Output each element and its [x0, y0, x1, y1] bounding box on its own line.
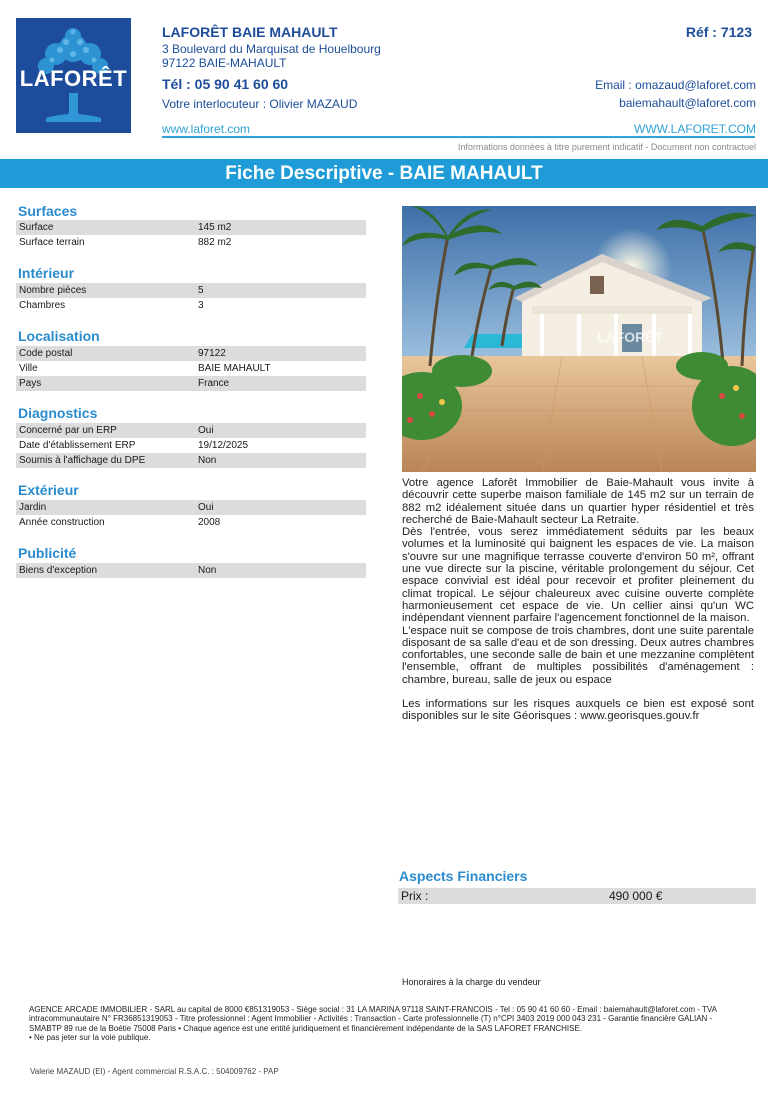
section-title-surfaces: Surfaces: [18, 203, 78, 219]
legal-footer: [29, 1005, 741, 1043]
table-row: [16, 515, 366, 530]
agency-address-line1: 3 Boulevard du Marquisat de Houelbourg: [162, 42, 381, 56]
table-row: [16, 423, 366, 438]
row-value: 3: [198, 300, 204, 311]
description-paragraph: Votre agence Laforêt Immobilier de Baie-Mahault vous invite à découvrir cette superbe maison familiale de 145 m2 sur un terrain de 882 m2 idéalement située dans un quartier hyper résidentiel et très recherché de Baie-Mahault secteur La Retraite.: [402, 477, 754, 526]
page-title-banner: Fiche Descriptive - BAIE MAHAULT: [0, 159, 768, 188]
row-value: Non: [198, 565, 217, 576]
table-row: [16, 298, 366, 313]
row-label: Ville: [19, 363, 38, 374]
price-label: Prix :: [401, 889, 429, 903]
house-photo-illustration: [402, 206, 756, 472]
table-row: [16, 346, 366, 361]
row-value: 5: [198, 285, 204, 296]
table-row: [16, 500, 366, 515]
row-label: Concerné par un ERP: [19, 425, 117, 436]
row-label: Surface terrain: [19, 237, 85, 248]
description-paragraph: Dès l'entrée, vous serez immédiatement séduits par les beaux volumes et la luminosité qui baignent les espaces de vie. La maison s'ouvre sur une magnifique terrasse couverte d'environ 50 m², offrant une vue directe sur la piscine, véritable prolongement du séjour. Cet espace convivial est idéal pour recevoir et profiter pleinement du climat tropical. Le séjour chaleureux avec cuisine ouverte complète harmonieusement cet espace de vie. Un cellier ainsi qu'un WC indépendant viennent parfaire l'agencement fonctionnel de la maison.: [402, 526, 754, 625]
section-title-interieur: Intérieur: [18, 265, 75, 281]
row-label: Soumis à l'affichage du DPE: [19, 455, 146, 466]
section-title-localisation: Localisation: [18, 328, 100, 344]
table-row: [16, 438, 366, 453]
row-label: Biens d'exception: [19, 565, 98, 576]
row-value: 97122: [198, 348, 226, 359]
agent-line: Valerie MAZAUD (EI) - Agent commercial R.S.A.C. : 504009762 - PAP: [30, 1067, 279, 1076]
legal-note: • Ne pas jeter sur la voie publique.: [29, 1033, 151, 1043]
property-photo: [402, 206, 756, 472]
row-label: Code postal: [19, 348, 73, 359]
description-paragraph: L'espace nuit se compose de trois chambres, dont une suite parentale disposant de sa salle d'eau et de son dressing. Deux autres chambres confortables, une seconde salle de bain et une mezzanine complètent l'ensemble, offrant de multiples possibilités d'aménagement : chambre, bureau, salle de jeux ou espace: [402, 624, 754, 686]
legal-text: AGENCE ARCADE IMMOBILIER - SARL au capital de 8000 €851319053 - Siège social : 31 LA MARINA 97118 SAINT-FRANCOIS - Tel : 05 90 41 60 60 - Email : baiemahault@laforet.com - TVA intracommunautaire N° FR36851319053 - Titre professionnel : Agent Immobilier - Activités : Transaction - Carte professionnelle (T) n°CPI 3403 2019 000 043 231 - Garantie financière GALIAN - SMABTP 89 rue de la Boétie 75008 Paris • Chaque agence est une entité juridiquement et financièrement indépendante de la SAS LAFORET FRANCHISE.: [29, 1005, 717, 1033]
table-row: [16, 283, 366, 298]
row-label: Année construction: [19, 517, 105, 528]
agency-contact: Votre interlocuteur : Olivier MAZAUD: [162, 97, 358, 111]
agency-name: LAFORÊT BAIE MAHAULT: [162, 24, 338, 40]
table-row: [16, 376, 366, 391]
row-value: Oui: [198, 502, 214, 513]
website-link[interactable]: www.laforet.com: [162, 122, 251, 136]
table-row: [16, 563, 366, 578]
risk-information: Les informations sur les risques auxquels ce bien est exposé sont disponibles sur le site Géorisques : www.georisques.gouv.fr: [402, 698, 754, 723]
row-value: BAIE MAHAULT: [198, 363, 271, 374]
table-row: [16, 235, 366, 250]
section-title-financial: Aspects Financiers: [399, 868, 528, 884]
section-title-publicite: Publicité: [18, 545, 77, 561]
header-disclaimer: Informations données à titre purement indicatif - Document non contractuel: [457, 142, 756, 152]
contact-email[interactable]: Email : omazaud@laforet.com: [595, 78, 756, 92]
header-divider: [162, 136, 755, 138]
section-title-diagnostics: Diagnostics: [18, 405, 98, 421]
property-description: [402, 477, 754, 723]
price-value: 490 000 €: [609, 889, 663, 903]
table-row: [16, 361, 366, 376]
row-label: Nombre pièces: [19, 285, 87, 296]
photo-watermark: LAFORÊT: [597, 329, 664, 345]
table-row: [16, 220, 366, 235]
agency-address-line2: 97122 BAIE-MAHAULT: [162, 56, 287, 70]
row-label: Date d'établissement ERP: [19, 440, 136, 451]
logo-wordmark: LAFORÊT: [19, 66, 128, 91]
row-value: 145 m2: [198, 222, 232, 233]
row-label: Surface: [19, 222, 54, 233]
agency-phone: Tél : 05 90 41 60 60: [162, 76, 289, 92]
row-value: France: [198, 378, 230, 389]
row-value: 882 m2: [198, 237, 232, 248]
row-value: 2008: [198, 517, 221, 528]
fees-note: Honoraires à la charge du vendeur: [402, 977, 541, 987]
table-row: [16, 453, 366, 468]
row-value: Non: [198, 455, 217, 466]
section-title-exterieur: Extérieur: [18, 482, 79, 498]
row-label: Jardin: [19, 502, 47, 513]
website-link-upper[interactable]: WWW.LAFORET.COM: [634, 122, 756, 136]
price-row: [398, 888, 756, 904]
property-reference: Réf : 7123: [685, 24, 752, 40]
row-label: Chambres: [19, 300, 66, 311]
agency-email[interactable]: baiemahault@laforet.com: [619, 96, 756, 110]
row-value: 19/12/2025: [198, 440, 249, 451]
row-value: Oui: [198, 425, 214, 436]
row-label: Pays: [19, 378, 42, 389]
agency-logo: [16, 18, 131, 133]
